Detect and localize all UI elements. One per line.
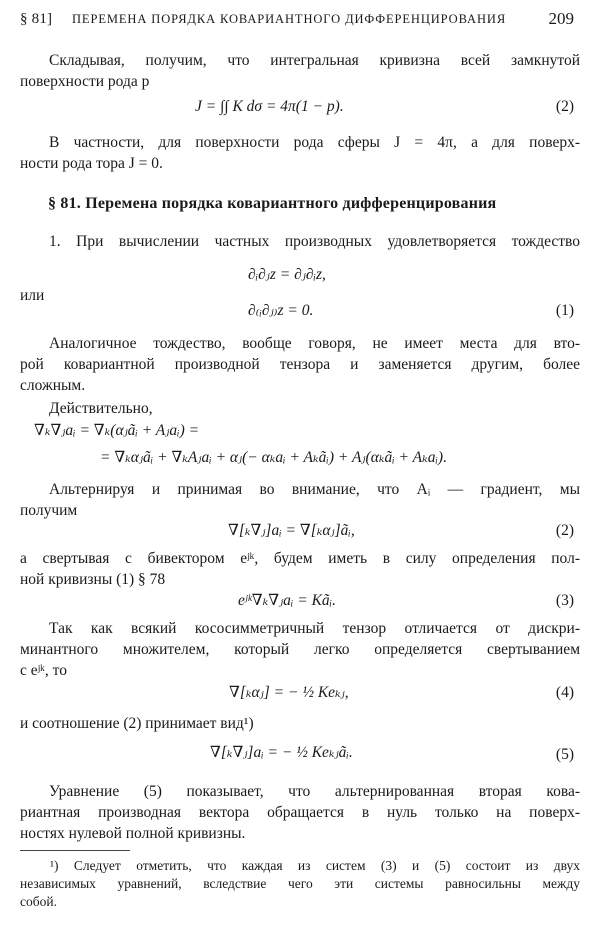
header-section-mark: § 81] (20, 11, 53, 27)
page-number: 209 (548, 9, 574, 28)
equation-alternation-zero: ∂₍ᵢ∂ⱼ₎z = 0. (248, 302, 314, 319)
text-line: Аналогичное тождество, вообще говоря, не имеет места для вто- (49, 335, 580, 352)
text-line: ностях нулевой полной кривизны. (20, 825, 246, 842)
text-line: Складывая, получим, что интегральная кривизна всей замкнутой (49, 52, 580, 69)
text-line: Альтернируя и принимая во внимание, что Aᵢ — градиент, мы (49, 481, 580, 498)
footnote-divider (20, 850, 130, 851)
equation-skew-discriminant: ∇[ₖαⱼ] = − ½ Keₖⱼ, (229, 684, 349, 701)
text-line: с eʲᵏ, то (20, 662, 67, 679)
equation-number: (4) (555, 684, 574, 701)
equation-covariant-expansion-line1: ∇ₖ∇ⱼaᵢ = ∇ₖ(αⱼãᵢ + Aⱼaᵢ) = (34, 422, 200, 439)
text-line: ности рода тора J = 0. (20, 155, 163, 172)
equation-number: (2) (555, 522, 574, 539)
footnote-line: независимых уравнений, вследствие чего эти системы равносильны между (20, 876, 580, 891)
equation-integral-curvature: J = ∫∫ K dσ = 4π(1 − p). (195, 98, 344, 115)
text-or: или (20, 287, 45, 304)
header-running-title: ПЕРЕМЕНА ПОРЯДКА КОВАРИАНТНОГО ДИФФЕРЕНЦИРОВАНИЯ (72, 12, 507, 26)
text-line: В частности, для поверхности рода сферы J = 4π, а для поверх- (49, 134, 580, 151)
running-header-left (20, 9, 506, 30)
text-line: а свертывая с бивектором eʲᵏ, будем иметь в силу определения пол- (20, 550, 580, 567)
text-line: поверхности рода p (20, 73, 150, 90)
text-line: рой ковариантной производной тензора и заменяется другим, более (20, 356, 580, 373)
footnote-line: собой. (20, 894, 57, 909)
footnote-line: ¹) Следует отметить, что каждая из систем (3) и (5) состоит из двух (50, 858, 580, 873)
equation-partial-commute: ∂ᵢ∂ⱼz = ∂ⱼ∂ᵢz, (248, 266, 326, 283)
equation-number: (5) (555, 746, 574, 763)
text-line: сложным. (20, 377, 86, 394)
text-line: ной кривизны (1) § 78 (20, 571, 166, 588)
text-line: Так как всякий кососимметричный тензор отличается от дискри- (49, 620, 580, 637)
text-relation: и соотношение (2) принимает вид¹) (20, 715, 254, 732)
equation-number: (2) (555, 98, 574, 115)
text-line: получим (20, 502, 78, 519)
text-line: Уравнение (5) показывает, что альтернированная вторая кова- (49, 783, 580, 800)
text-indeed: Действительно, (49, 400, 153, 417)
text-line: 1. При вычислении частных производных удовлетворяется тождество (49, 233, 580, 250)
equation-alternated-derivative: ∇[ₖ∇ⱼ]aᵢ = ∇[ₖαⱼ]ãᵢ, (228, 522, 355, 539)
equation-number: (3) (555, 592, 574, 609)
equation-contracted-bivector: eʲᵏ∇ₖ∇ⱼaᵢ = Kãᵢ. (238, 592, 337, 609)
section-heading: § 81. Перемена порядка ковариантного дифференцирования (48, 195, 497, 212)
equation-final-relation: ∇[ₖ∇ⱼ]aᵢ = − ½ Keₖⱼãᵢ. (210, 744, 353, 761)
equation-number: (1) (555, 302, 574, 319)
equation-covariant-expansion-line2: = ∇ₖαⱼãᵢ + ∇ₖAⱼaᵢ + αⱼ(− αₖaᵢ + Aₖãᵢ) + Aⱼ(αₖãᵢ + Aₖaᵢ). (100, 449, 447, 466)
paragraph-intro (20, 50, 580, 71)
text-line: минантного множителем, который легко определяется свертыванием (20, 641, 580, 658)
text-line: риантная производная вектора обращается в нуль только на поверх- (20, 804, 580, 821)
